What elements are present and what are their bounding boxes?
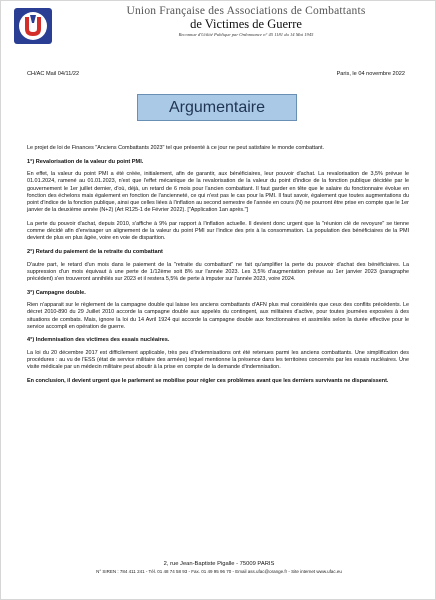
section-4-heading: 4°) Indemnisation des victimes des essais nucléaires.	[27, 337, 170, 344]
footer-contacts: N° SIREN : 784 411 241 - Tél. 01 48 74 58 93 - Fax. 01 49 95 96 70 - Email ass.ufac@orange.fr - Site internet www.ufac.eu	[96, 569, 342, 574]
document-title: Argumentaire	[168, 99, 266, 116]
section-4-paragraph: La loi du 20 décembre 2017 est difficilement applicable, très peu d'indemnisations ont été retenues parmi les anciens combattants. Une simplification des procédures : au vu de l'ESS (état de service militaire des armées) lequel mentionne la présence dans les territoires concernés par les essais nucléaires. Une visite médicale par un médecin militaire peut aboutir à la prise en compte de la demande d'indemnisation.	[27, 349, 409, 371]
conclusion-paragraph: En conclusion, il devient urgent que le parlement se mobilise pour régler ces problèmes avant que les derniers survivants ne disparaissent.	[27, 378, 389, 385]
title-banner	[137, 94, 297, 121]
org-recognition-note: Reconnue d'Utilité Publique par Ordonnance n° 45 1181 du 14 Mai 1945	[178, 32, 314, 37]
section-3-paragraph: Rien n'apparait sur le règlement de la campagne double qui laisse les anciens combattants d'AFN plus mal considérés que ceux des conflits précédents. Le décret 2010-890 du 29 Juillet 2010 accorde la campagne double aux appelés du contingent, aux militaires d'active, pour toutes journées exposées à des situations de combats. Mais, ignore la loi du 14 Avril 1924 qui accorde la campagne double aux fonctionnaires et assimilés selon la durée effective pour le service accompli en opération de guerre.	[27, 302, 409, 330]
intro-paragraph: Le projet de loi de Finances "Anciens Combattants 2023" tel que présenté à ce jour ne peut satisfaire le monde combattant.	[27, 145, 325, 151]
page-footer	[1, 560, 436, 575]
section-1-paragraph-2: La perte du pouvoir d'achat, depuis 2010, s'affiche à 9% par rapport à l'inflation actuelle. Il devient donc urgent que la "réunion clé de revoyure" se tienne comme décidé afin d'envisager un alignement de la valeur du point PMI sur l'indice des prix à la consommation. La population des bénéficiaires de la PMI devient de plus en plus âgée, voire en voie de disparition.	[27, 220, 409, 242]
document-body	[27, 145, 409, 392]
organization-header	[61, 5, 431, 38]
letter-date: Paris, le 04 novembre 2022	[336, 71, 405, 77]
section-2-paragraph: D'autre part, le retard d'un mois dans le paiement de la "retraite du combattant" ne fait qu'amplifier la perte du pouvoir d'achat des bénéficiaires. La suppression d'un mois équivaut à une perte de 1/12ème soit 8% sur l'année 2023. Les 3,5% d'augmentation prévue au 1er janvier 2023 (paragraphe précédent) s'en trouveront annihilés sur 2023 et il restera 5,5% de perte à imputer sur l'année 2023, voire 2024.	[27, 261, 409, 282]
footer-address: 2, rue Jean-Baptiste Pigalle - 75009 PARIS	[163, 561, 275, 567]
org-name-line2: de Victimes de Guerre	[190, 17, 302, 31]
section-2-heading: 2°) Retard du paiement de la retraite du combattant	[27, 249, 163, 256]
ufac-logo	[13, 7, 53, 45]
org-name-line1: Union Française des Associations de Combattants	[126, 5, 366, 17]
section-3-heading: 3°) Campagne double.	[27, 289, 86, 296]
section-1-paragraph-1: En effet, la valeur du point PMI a été créée, initialement, afin de garantir, aux bénéficiaires, leur pouvoir d'achat. La revalorisation de 3,5% prévue le 01.01.2024, ramené au 01.01.2023, n'est que l'effet mécanique de la revalorisation de la valeur du point d'indice de la fonction publique décidée par le gouvernement le 1er juillet dernier, d'où, déjà, un retard de 6 mois pour l'ancien combattant. Il faut garder en tête que le salaire du fonctionnaire évolue en fonction des échelons mais également en fonction de l'ancienneté, ce qui n'est pas le cas pour la PMI. Il faut savoir, également que toutes augmentations du point d'indice de la fonction publique, ainsi que celles liées à l'inflation au second semestre de l'année en cours (N) ne pourront être prise en compte que le 1er janvier de la deuxième année (N+2) (Art R125-1 de Février 2022). ["Application 1an après."]	[27, 171, 409, 214]
section-1-heading: 1°) Revalorisation de la valeur du point PMI.	[27, 158, 144, 165]
mail-reference: CH/AC Mail 04/11/22	[27, 71, 80, 77]
